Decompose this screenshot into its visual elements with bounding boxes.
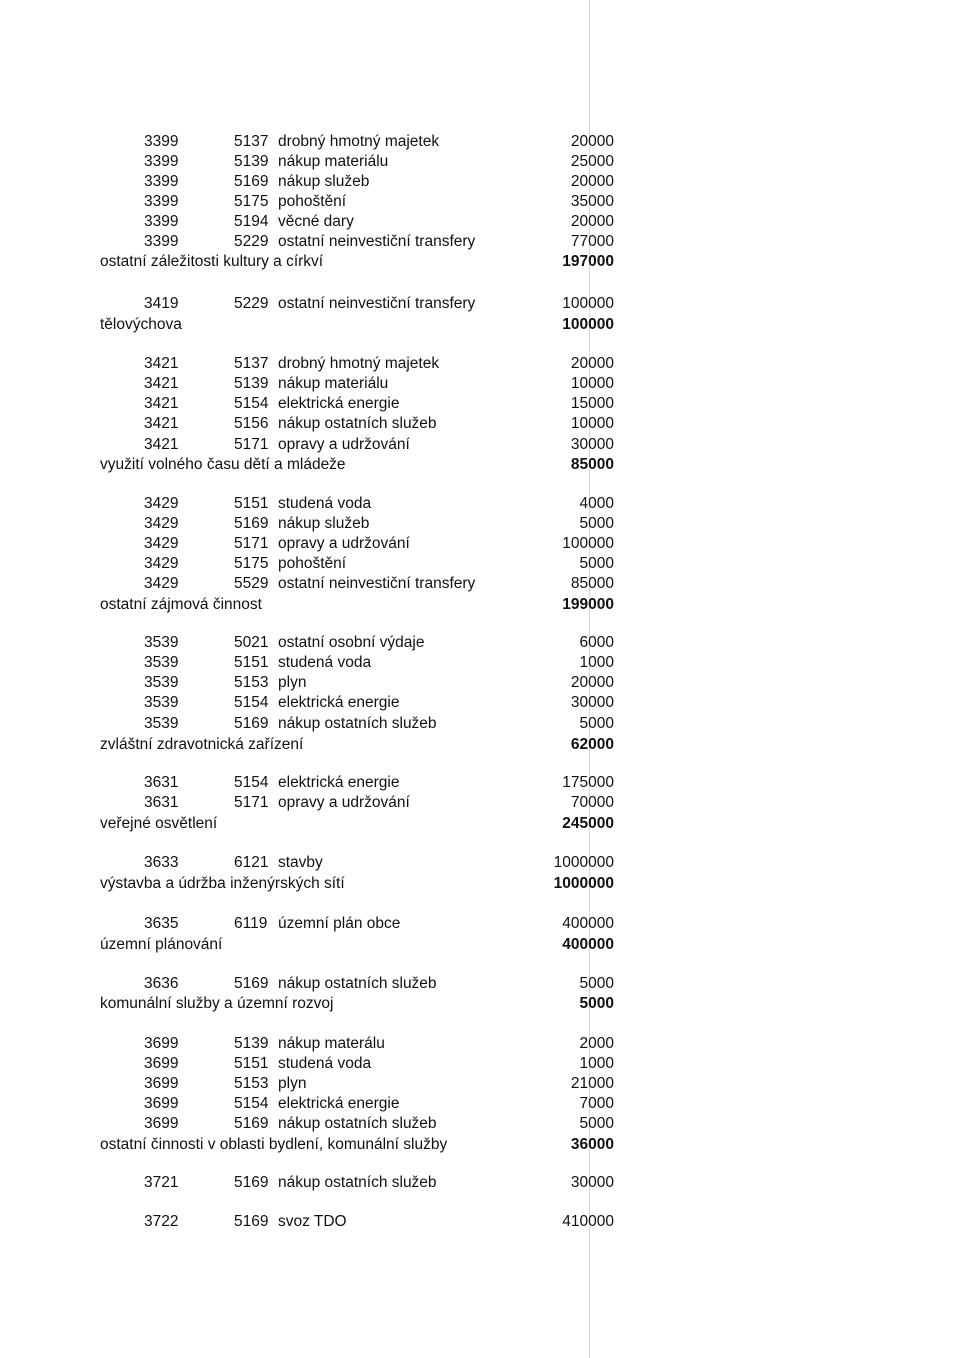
item-code: 5171	[234, 436, 269, 453]
item-description: nákup ostatních služeb	[278, 1174, 437, 1191]
amount: 25000	[570, 153, 614, 170]
amount: 15000	[570, 395, 614, 412]
item-description: plyn	[278, 674, 307, 691]
item-code: 5175	[234, 193, 269, 210]
paragraph-code: 3421	[144, 355, 179, 372]
item-description: opravy a udržování	[278, 535, 410, 552]
item-description: pohoštění	[278, 193, 347, 210]
amount: 100000	[562, 535, 614, 552]
paragraph-code: 3539	[144, 654, 179, 671]
paragraph-code: 3429	[144, 575, 179, 592]
paragraph-code: 3699	[144, 1095, 179, 1112]
section-total: 85000	[570, 456, 614, 473]
section-label: územní plánování	[100, 936, 223, 953]
section-label: ostatní zájmová činnost	[100, 596, 262, 613]
item-code: 5154	[234, 774, 269, 791]
paragraph-code: 3429	[144, 535, 179, 552]
table-row	[0, 714, 960, 734]
amount: 10000	[570, 375, 614, 392]
table-row	[0, 1173, 960, 1193]
item-description: nákup materiálu	[278, 375, 389, 392]
table-row	[0, 1054, 960, 1074]
paragraph-code: 3636	[144, 975, 179, 992]
amount: 30000	[570, 694, 614, 711]
paragraph-code: 3419	[144, 295, 179, 312]
item-description: nákup ostatních služeb	[278, 715, 437, 732]
item-code: 5151	[234, 1055, 269, 1072]
item-description: svoz TDO	[278, 1213, 347, 1230]
item-code: 6119	[234, 915, 268, 932]
paragraph-code: 3539	[144, 674, 179, 691]
item-description: nákup služeb	[278, 515, 370, 532]
item-code: 5154	[234, 1095, 269, 1112]
item-code: 5154	[234, 694, 269, 711]
item-description: drobný hmotný majetek	[278, 133, 440, 150]
item-code: 5154	[234, 395, 269, 412]
table-row	[0, 394, 960, 414]
amount: 400000	[562, 915, 614, 932]
table-row	[0, 673, 960, 693]
item-description: ostatní osobní výdaje	[278, 634, 425, 651]
amount: 5000	[579, 975, 614, 992]
amount: 20000	[570, 173, 614, 190]
amount: 6000	[579, 634, 614, 651]
table-row	[0, 1094, 960, 1114]
amount: 85000	[570, 575, 614, 592]
paragraph-code: 3399	[144, 153, 179, 170]
item-code: 5169	[234, 515, 269, 532]
paragraph-code: 3421	[144, 395, 179, 412]
paragraph-code: 3399	[144, 213, 179, 230]
paragraph-code: 3421	[144, 436, 179, 453]
item-description: drobný hmotný majetek	[278, 355, 440, 372]
section-label: ostatní záležitosti kultury a církví	[100, 253, 324, 270]
amount: 5000	[579, 1115, 614, 1132]
section-summary-row	[0, 595, 960, 615]
item-code: 5171	[234, 535, 269, 552]
section-total: 199000	[562, 596, 614, 613]
item-code: 5156	[234, 415, 269, 432]
table-row	[0, 773, 960, 793]
table-row	[0, 974, 960, 994]
paragraph-code: 3722	[144, 1213, 179, 1230]
section-summary-row	[0, 455, 960, 475]
amount: 7000	[579, 1095, 614, 1112]
item-description: věcné dary	[278, 213, 354, 230]
paragraph-code: 3429	[144, 555, 179, 572]
item-description: elektrická energie	[278, 694, 400, 711]
paragraph-code: 3539	[144, 634, 179, 651]
item-description: nákup materiálu	[278, 153, 389, 170]
amount: 10000	[570, 415, 614, 432]
item-code: 6121	[234, 854, 269, 871]
item-description: ostatní neinvestiční transfery	[278, 233, 476, 250]
paragraph-code: 3699	[144, 1035, 179, 1052]
table-row	[0, 212, 960, 232]
table-row	[0, 132, 960, 152]
item-description: studená voda	[278, 495, 372, 512]
paragraph-code: 3539	[144, 694, 179, 711]
table-row	[0, 693, 960, 713]
item-code: 5169	[234, 715, 269, 732]
amount: 1000	[579, 654, 614, 671]
amount: 175000	[562, 774, 614, 791]
item-code: 5139	[234, 375, 269, 392]
section-total: 100000	[562, 316, 614, 333]
amount: 77000	[570, 233, 614, 250]
amount: 410000	[562, 1213, 614, 1230]
amount: 5000	[579, 715, 614, 732]
item-code: 5151	[234, 495, 269, 512]
table-row	[0, 514, 960, 534]
paragraph-code: 3429	[144, 515, 179, 532]
amount: 20000	[570, 213, 614, 230]
item-description: studená voda	[278, 1055, 372, 1072]
paragraph-code: 3699	[144, 1055, 179, 1072]
paragraph-code: 3633	[144, 854, 179, 871]
table-row	[0, 152, 960, 172]
table-row	[0, 554, 960, 574]
item-description: územní plán obce	[278, 915, 401, 932]
paragraph-code: 3635	[144, 915, 179, 932]
paragraph-code: 3399	[144, 173, 179, 190]
section-summary-row	[0, 814, 960, 834]
paragraph-code: 3399	[144, 133, 179, 150]
table-row	[0, 414, 960, 434]
table-row	[0, 1212, 960, 1232]
table-row	[0, 633, 960, 653]
section-summary-row	[0, 994, 960, 1014]
item-code: 5139	[234, 153, 269, 170]
paragraph-code: 3631	[144, 794, 179, 811]
amount: 35000	[570, 193, 614, 210]
item-code: 5194	[234, 213, 269, 230]
item-code: 5229	[234, 233, 269, 250]
amount: 100000	[562, 295, 614, 312]
table-row	[0, 653, 960, 673]
item-description: pohoštění	[278, 555, 347, 572]
item-description: stavby	[278, 854, 323, 871]
paragraph-code: 3631	[144, 774, 179, 791]
table-row	[0, 534, 960, 554]
paragraph-code: 3399	[144, 233, 179, 250]
section-label: komunální služby a územní rozvoj	[100, 995, 334, 1012]
amount: 20000	[570, 133, 614, 150]
item-description: elektrická energie	[278, 1095, 400, 1112]
section-total: 197000	[562, 253, 614, 270]
section-total: 245000	[562, 815, 614, 832]
item-description: opravy a udržování	[278, 794, 410, 811]
item-code: 5169	[234, 1213, 269, 1230]
amount: 21000	[570, 1075, 614, 1092]
table-row	[0, 294, 960, 314]
item-code: 5175	[234, 555, 269, 572]
table-row	[0, 435, 960, 455]
item-description: opravy a udržování	[278, 436, 410, 453]
table-row	[0, 1034, 960, 1054]
table-row	[0, 354, 960, 374]
table-row	[0, 374, 960, 394]
amount: 1000000	[553, 854, 614, 871]
section-total: 400000	[562, 936, 614, 953]
item-description: studená voda	[278, 654, 372, 671]
item-description: elektrická energie	[278, 774, 400, 791]
paragraph-code: 3429	[144, 495, 179, 512]
table-row	[0, 1074, 960, 1094]
section-summary-row	[0, 935, 960, 955]
table-row	[0, 494, 960, 514]
item-code: 5169	[234, 1174, 269, 1191]
item-description: nákup ostatních služeb	[278, 415, 437, 432]
table-row	[0, 853, 960, 873]
section-label: využití volného času dětí a mládeže	[100, 456, 346, 473]
section-label: zvláštní zdravotnická zařízení	[100, 736, 304, 753]
paragraph-code: 3699	[144, 1075, 179, 1092]
section-label: ostatní činnosti v oblasti bydlení, komunální služby	[100, 1136, 448, 1153]
item-description: elektrická energie	[278, 395, 400, 412]
table-row	[0, 172, 960, 192]
amount: 2000	[579, 1035, 614, 1052]
paragraph-code: 3399	[144, 193, 179, 210]
amount: 1000	[579, 1055, 614, 1072]
table-row	[0, 574, 960, 594]
item-description: nákup služeb	[278, 173, 370, 190]
section-total: 62000	[570, 736, 614, 753]
item-description: ostatní neinvestiční transfery	[278, 295, 476, 312]
table-row	[0, 914, 960, 934]
section-summary-row	[0, 735, 960, 755]
item-code: 5229	[234, 295, 269, 312]
amount: 20000	[570, 355, 614, 372]
section-total: 1000000	[553, 875, 614, 892]
amount: 70000	[570, 794, 614, 811]
amount: 20000	[570, 674, 614, 691]
paragraph-code: 3421	[144, 415, 179, 432]
item-code: 5153	[234, 674, 269, 691]
section-label: tělovýchova	[100, 316, 182, 333]
item-code: 5169	[234, 975, 269, 992]
section-total: 36000	[570, 1136, 614, 1153]
section-summary-row	[0, 315, 960, 335]
table-row	[0, 793, 960, 813]
item-code: 5151	[234, 654, 269, 671]
amount: 4000	[579, 495, 614, 512]
amount: 5000	[579, 515, 614, 532]
section-label: výstavba a údržba inženýrských sítí	[100, 875, 345, 892]
item-code: 5529	[234, 575, 269, 592]
table-row	[0, 1114, 960, 1134]
section-total: 5000	[579, 995, 614, 1012]
amount: 5000	[579, 555, 614, 572]
item-code: 5169	[234, 173, 269, 190]
item-description: plyn	[278, 1075, 307, 1092]
paragraph-code: 3699	[144, 1115, 179, 1132]
amount: 30000	[570, 436, 614, 453]
section-label: veřejné osvětlení	[100, 815, 218, 832]
section-summary-row	[0, 1135, 960, 1155]
paragraph-code: 3721	[144, 1174, 179, 1191]
item-code: 5139	[234, 1035, 269, 1052]
item-code: 5021	[234, 634, 269, 651]
table-row	[0, 192, 960, 212]
item-code: 5137	[234, 133, 269, 150]
section-summary-row	[0, 874, 960, 894]
item-code: 5153	[234, 1075, 269, 1092]
item-code: 5171	[234, 794, 269, 811]
paragraph-code: 3421	[144, 375, 179, 392]
item-description: nákup ostatních služeb	[278, 1115, 437, 1132]
item-description: nákup materálu	[278, 1035, 385, 1052]
item-description: ostatní neinvestiční transfery	[278, 575, 476, 592]
table-row	[0, 232, 960, 252]
item-description: nákup ostatních služeb	[278, 975, 437, 992]
item-code: 5169	[234, 1115, 269, 1132]
paragraph-code: 3539	[144, 715, 179, 732]
amount: 30000	[570, 1174, 614, 1191]
section-summary-row	[0, 252, 960, 272]
item-code: 5137	[234, 355, 269, 372]
